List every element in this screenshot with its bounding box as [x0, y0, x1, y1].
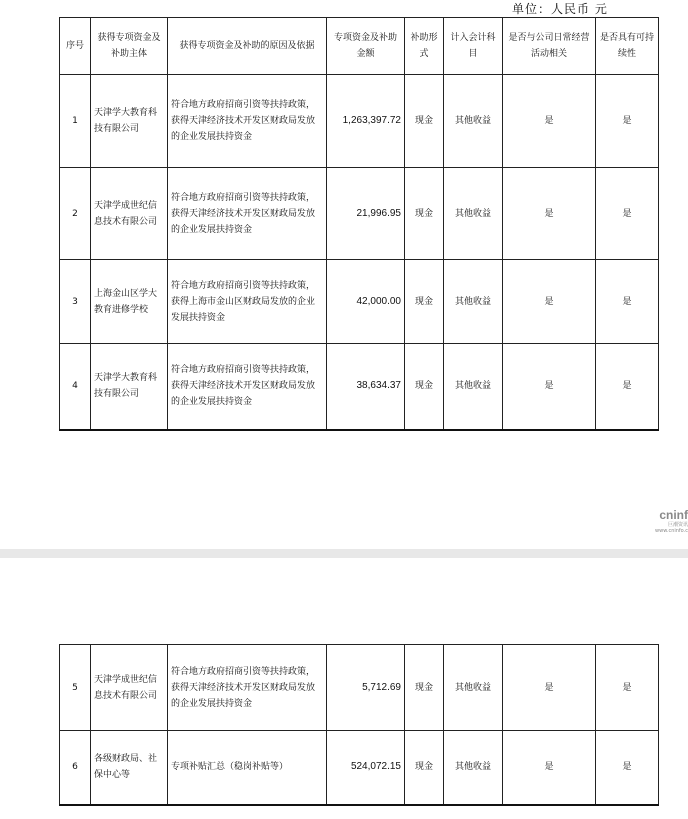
table-row: [60, 344, 659, 430]
watermark-url: www.cninfo.c: [655, 528, 688, 534]
cell-form: 现金: [405, 731, 444, 805]
table-row: [60, 731, 659, 805]
cell-sustainable: 是: [596, 75, 659, 168]
cell-related: 是: [503, 645, 596, 731]
cell-amount: 5,712.69: [327, 645, 405, 731]
cell-reason: 符合地方政府招商引资等扶持政策，获得天津经济技术开发区财政局发放的企业发展扶持资金: [168, 344, 327, 430]
cell-no: 4: [60, 344, 91, 430]
cell-related: 是: [503, 168, 596, 260]
document-page-2: [0, 558, 688, 819]
table-header-row: [60, 18, 659, 75]
cell-no: 2: [60, 168, 91, 260]
cell-sustainable: 是: [596, 645, 659, 731]
cell-account: 其他收益: [444, 75, 503, 168]
cell-form: 现金: [405, 75, 444, 168]
header-amount: 专项资金及补助金额: [327, 18, 405, 75]
cell-sustainable: 是: [596, 344, 659, 430]
cell-reason: 专项补贴汇总（稳岗补贴等）: [168, 731, 327, 805]
cell-reason: 符合地方政府招商引资等扶持政策，获得上海市金山区财政局发放的企业发展扶持资金: [168, 260, 327, 344]
table-row: [60, 75, 659, 168]
table-row: [60, 645, 659, 731]
cell-account: 其他收益: [444, 731, 503, 805]
cell-sustainable: 是: [596, 168, 659, 260]
cell-amount: 38,634.37: [327, 344, 405, 430]
watermark-brand: cninf: [659, 508, 688, 522]
cell-entity: 各级财政局、社保中心等: [91, 731, 168, 805]
cell-related: 是: [503, 731, 596, 805]
cell-amount: 1,263,397.72: [327, 75, 405, 168]
cell-amount: 524,072.15: [327, 731, 405, 805]
header-form: 补助形式: [405, 18, 444, 75]
cell-entity: 天津学成世纪信息技术有限公司: [91, 645, 168, 731]
cell-account: 其他收益: [444, 168, 503, 260]
cell-form: 现金: [405, 260, 444, 344]
cell-form: 现金: [405, 645, 444, 731]
cell-account: 其他收益: [444, 260, 503, 344]
table-row: [60, 168, 659, 260]
cell-no: 5: [60, 645, 91, 731]
cell-sustainable: 是: [596, 731, 659, 805]
cell-amount: 42,000.00: [327, 260, 405, 344]
cell-reason: 符合地方政府招商引资等扶持政策，获得天津经济技术开发区财政局发放的企业发展扶持资金: [168, 168, 327, 260]
cell-form: 现金: [405, 344, 444, 430]
subsidy-table: [59, 17, 659, 431]
cninfo-watermark: [655, 508, 688, 534]
cell-entity: 上海金山区学大教育进修学校: [91, 260, 168, 344]
cell-related: 是: [503, 260, 596, 344]
header-reason: 获得专项资金及补助的原因及依据: [168, 18, 327, 75]
cell-account: 其他收益: [444, 645, 503, 731]
cell-no: 3: [60, 260, 91, 344]
cell-account: 其他收益: [444, 344, 503, 430]
cell-entity: 天津学成世纪信息技术有限公司: [91, 168, 168, 260]
unit-label: 单位：人民币 元: [512, 2, 608, 16]
header-related: 是否与公司日常经营活动相关: [503, 18, 596, 75]
cell-no: 6: [60, 731, 91, 805]
watermark-sub: 巨潮资讯: [667, 522, 688, 528]
cell-related: 是: [503, 344, 596, 430]
header-no: 序号: [60, 18, 91, 75]
cell-form: 现金: [405, 168, 444, 260]
subsidy-table-continued: [59, 644, 659, 806]
cell-reason: 符合地方政府招商引资等扶持政策，获得天津经济技术开发区财政局发放的企业发展扶持资金: [168, 75, 327, 168]
cell-reason: 符合地方政府招商引资等扶持政策，获得天津经济技术开发区财政局发放的企业发展扶持资金: [168, 645, 327, 731]
cell-sustainable: 是: [596, 260, 659, 344]
header-sustainable: 是否具有可持续性: [596, 18, 659, 75]
cell-entity: 天津学大教育科技有限公司: [91, 75, 168, 168]
cell-related: 是: [503, 75, 596, 168]
cell-entity: 天津学大教育科技有限公司: [91, 344, 168, 430]
cell-amount: 21,996.95: [327, 168, 405, 260]
cell-no: 1: [60, 75, 91, 168]
header-account: 计入会计科目: [444, 18, 503, 75]
table-row: [60, 260, 659, 344]
header-entity: 获得专项资金及补助主体: [91, 18, 168, 75]
